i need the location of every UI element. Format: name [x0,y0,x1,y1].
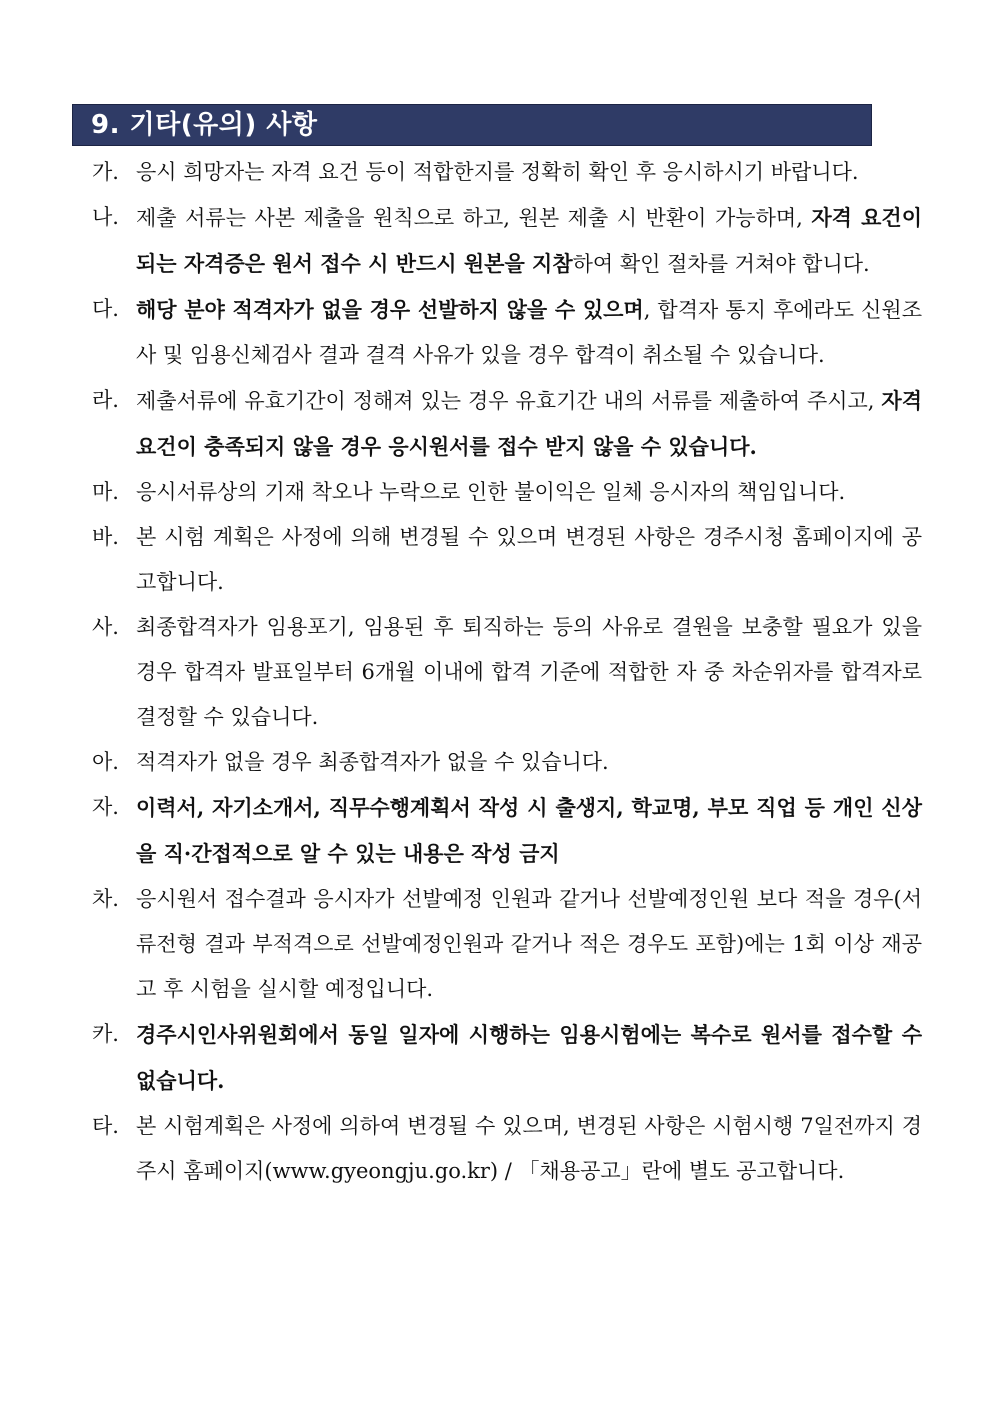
list-item [92,1104,922,1194]
item-marker: 차. [92,887,119,911]
list-item [92,150,922,195]
item-marker: 자. [92,795,119,819]
item-text: 제출 서류는 사본 제출을 원칙으로 하고, 원본 제출 시 반환이 가능하며, [136,206,812,230]
item-text-bold: 자격 요건이 충족되지 않을 경우 응시원서를 접수 받지 않을 수 있습니다. [136,388,922,459]
item-marker: 바. [92,525,119,549]
list-item [92,515,922,605]
item-text-bold: 해당 분야 적격자가 없을 경우 선발하지 않을 수 있으며 [136,297,644,322]
item-marker: 타. [92,1114,119,1138]
list-item [92,785,922,877]
list-item [92,378,922,470]
item-text: 최종합격자가 임용포기, 임용된 후 퇴직하는 등의 사유로 결원을 보충할 필요가 있을 경우 합격자 발표일부터 6개월 이내에 합격 기준에 적합한 자 중 차순위자를 합격자로 결정할 수 있습니다. [136,615,922,729]
item-text: 응시원서 접수결과 응시자가 선발예정 인원과 같거나 선발예정인원 보다 적을 경우(서류전형 결과 부적격으로 선발예정인원과 같거나 적은 경우도 포함)에는 1회 이상 재공고 후 시험을 실시할 예정입니다. [136,887,922,1001]
item-marker: 아. [92,750,119,774]
item-text: 적격자가 없을 경우 최종합격자가 없을 수 있습니다. [136,750,609,774]
item-marker: 다. [92,297,119,321]
section-title: 9. 기타(유의) 사항 [72,104,872,146]
list-item [92,287,922,378]
item-text: 본 시험 계획은 사정에 의해 변경될 수 있으며 변경된 사항은 경주시청 홈페이지에 공고합니다. [136,525,922,594]
list-item [92,1012,922,1104]
item-marker: 사. [92,615,119,639]
item-text: 응시서류상의 기재 착오나 누락으로 인한 불이익은 일체 응시자의 책임입니다. [136,480,846,504]
item-text-bold: 자격 요건이 되는 자격증은 원서 접수 시 반드시 원본을 지참 [136,205,922,276]
item-text: 본 시험계획은 사정에 의하여 변경될 수 있으며, 변경된 사항은 시험시행 7일전까지 경주시 홈페이지(www.gyeongju.go.kr) / 「채용공고」란에 별도 공고합니다. [136,1114,922,1183]
item-text: 제출서류에 유효기간이 정해져 있는 경우 유효기간 내의 서류를 제출하여 주시고, [136,389,882,413]
item-text: 하여 확인 절차를 거쳐야 합니다. [572,252,870,276]
item-marker: 나. [92,205,119,229]
item-text: 응시 희망자는 자격 요건 등이 적합한지를 정확히 확인 후 응시하시기 바랍니다. [136,160,859,184]
item-marker: 카. [92,1022,119,1046]
list-item [92,605,922,740]
item-text-bold: 이력서, 자기소개서, 직무수행계획서 작성 시 출생지, 학교명, 부모 직업 등 개인 신상을 직·간접적으로 알 수 있는 내용은 작성 금지 [136,795,922,866]
item-text: , 합격자 통지 후에라도 신원조사 및 임용신체검사 결과 결격 사유가 있을 경우 합격이 취소될 수 있습니다. [136,298,922,367]
item-text-bold: 경주시인사위원회에서 동일 일자에 시행하는 임용시험에는 복수로 원서를 접수할 수 없습니다. [136,1022,922,1093]
list-item [92,195,922,287]
notice-list [92,150,922,1194]
item-marker: 가. [92,160,119,184]
list-item [92,877,922,1012]
list-item [92,470,922,515]
item-marker: 라. [92,388,119,412]
list-item [92,740,922,785]
item-marker: 마. [92,480,119,504]
